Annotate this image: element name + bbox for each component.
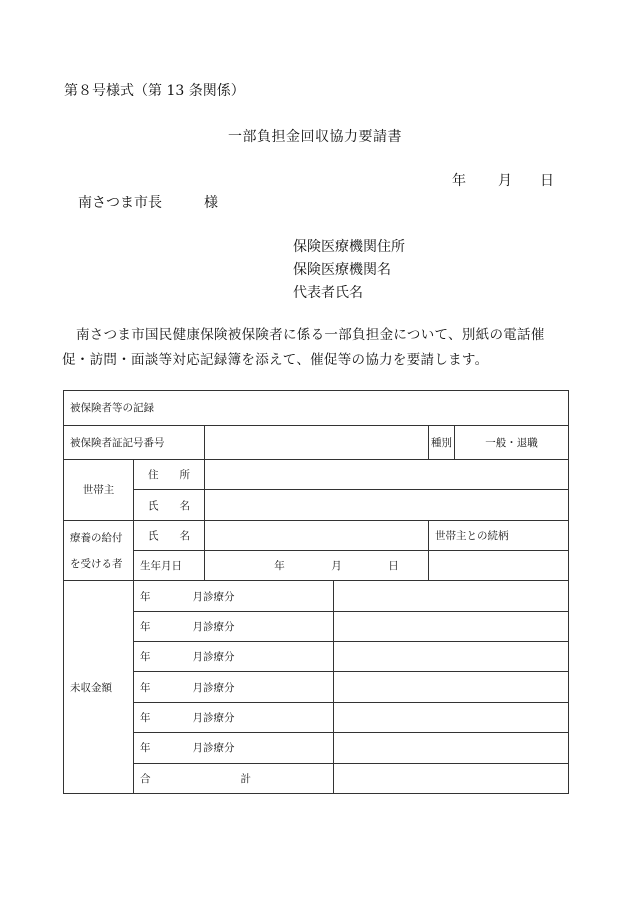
date-year: 年 — [452, 173, 466, 189]
insured-number-label: 被保険者証記号番号 — [64, 425, 205, 460]
unpaid-month-label: 年 月診療分 — [134, 702, 334, 732]
recipient-name-label: 氏 名 — [134, 520, 205, 550]
unpaid-amount-field[interactable] — [334, 702, 569, 732]
householder-address-label: 住 所 — [134, 460, 205, 490]
addressee-honorific: 様 — [204, 195, 218, 211]
recipient-label: 療養の給付 を受ける者 — [64, 520, 134, 581]
birth-date-label: 生年月日 — [134, 551, 205, 581]
record-table — [63, 390, 569, 794]
unpaid-month-label: 年 月診療分 — [134, 733, 334, 763]
date-line — [452, 170, 554, 190]
householder-name-field[interactable] — [205, 490, 569, 520]
addressee — [78, 192, 218, 212]
householder-address-field[interactable] — [205, 460, 569, 490]
applicant-address-label: 保険医療機関住所 — [293, 239, 405, 255]
unpaid-amount-field[interactable] — [334, 672, 569, 702]
form-number: 第８号様式（第 13 条関係） — [64, 83, 245, 99]
insured-number-field[interactable] — [205, 425, 429, 460]
unpaid-month-label: 年 月診療分 — [134, 581, 334, 611]
applicant-representative-label: 代表者氏名 — [293, 285, 363, 301]
unpaid-month-label: 年 月診療分 — [134, 672, 334, 702]
unpaid-total-field[interactable] — [334, 763, 569, 794]
applicant-block — [293, 236, 405, 305]
type-value[interactable]: 一般・退職 — [455, 425, 569, 460]
householder-label: 世帯主 — [64, 460, 134, 521]
householder-name-label: 氏 名 — [134, 490, 205, 520]
unpaid-amount-field[interactable] — [334, 581, 569, 611]
date-day: 日 — [540, 173, 554, 189]
birth-date-field[interactable]: 年 月 日 — [205, 551, 429, 581]
unpaid-month-label: 年 月診療分 — [134, 642, 334, 672]
relation-label: 世帯主との続柄 — [429, 520, 569, 550]
applicant-name-label: 保険医療機関名 — [293, 262, 391, 278]
relation-field[interactable] — [429, 551, 569, 581]
unpaid-total-label: 合 計 — [134, 763, 334, 794]
addressee-name: 南さつま市長 — [78, 195, 162, 211]
unpaid-label: 未収金額 — [64, 581, 134, 794]
type-label: 種別 — [429, 425, 455, 460]
document-title: 一部負担金回収協力要請書 — [228, 129, 402, 145]
unpaid-amount-field[interactable] — [334, 733, 569, 763]
recipient-name-field[interactable] — [205, 520, 429, 550]
unpaid-amount-field[interactable] — [334, 611, 569, 641]
unpaid-month-label: 年 月診療分 — [134, 611, 334, 641]
section-title: 被保険者等の記録 — [64, 391, 569, 426]
unpaid-amount-field[interactable] — [334, 642, 569, 672]
date-month: 月 — [498, 173, 512, 189]
body-text: 南さつま市国民健康保険被保険者に係る一部負担金について、別紙の電話催促・訪問・面談等対応記録簿を添えて、催促等の協力を要請します。 — [62, 327, 545, 368]
